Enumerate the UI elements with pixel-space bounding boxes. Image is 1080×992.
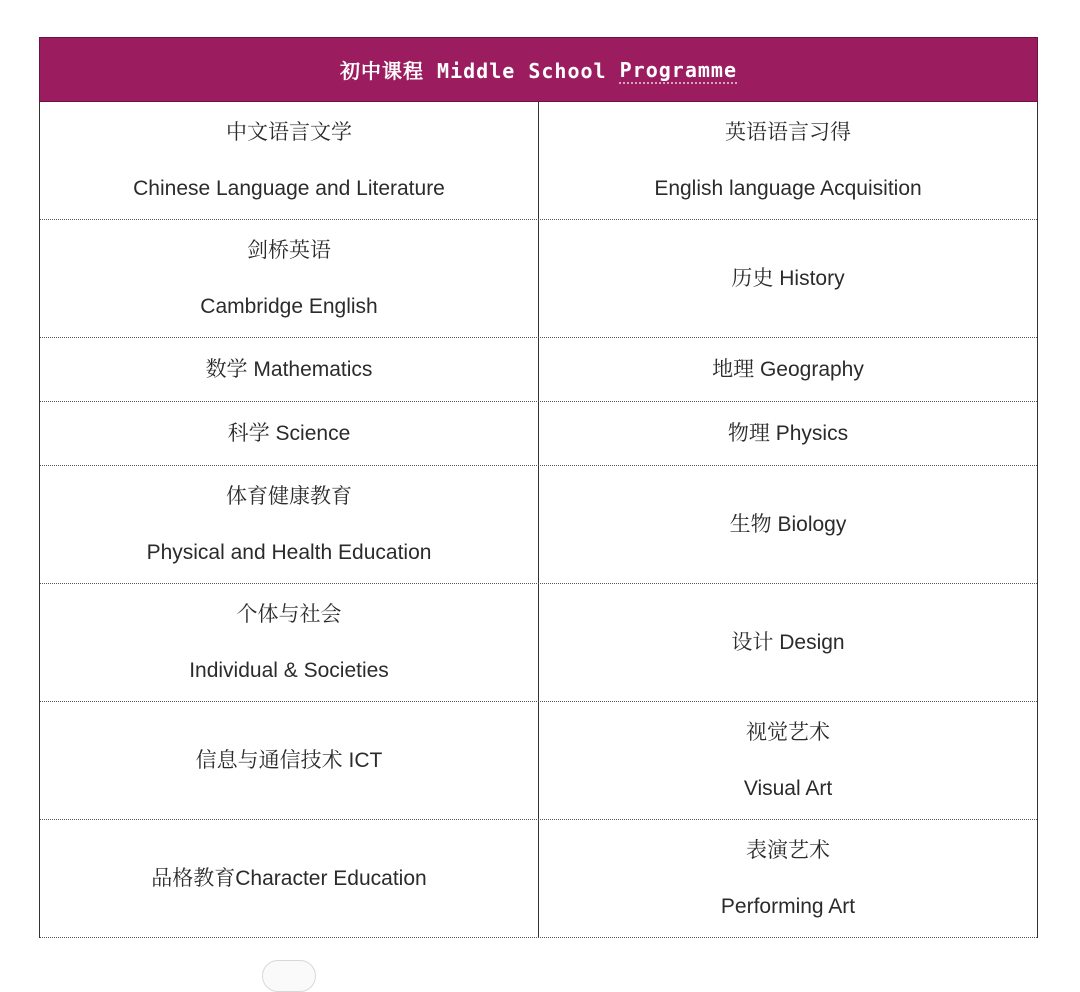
- table-row: [40, 820, 1037, 938]
- cell-history: [538, 220, 1037, 337]
- subject-label: 物理 Physics: [727, 421, 849, 445]
- table-title-prefix: 初中课程 Middle School: [340, 59, 620, 83]
- subject-en: Individual & Societies: [189, 658, 389, 682]
- subject-en: Cambridge English: [200, 294, 378, 318]
- table-row: [40, 402, 1037, 466]
- subject-label: 设计 Design: [731, 630, 845, 654]
- cell-mathematics: [40, 338, 538, 401]
- cell-performing-art: [538, 820, 1037, 937]
- table-row: [40, 584, 1037, 702]
- subject-label: 科学 Science: [227, 421, 351, 445]
- subject-label: 生物 Biology: [729, 512, 847, 536]
- cell-geography: [538, 338, 1037, 401]
- subject-label: 历史 History: [731, 266, 845, 290]
- subject-cn: 表演艺术: [746, 839, 830, 863]
- table-row: [40, 338, 1037, 402]
- cell-visual-art: [538, 702, 1037, 819]
- table-row: [40, 702, 1037, 820]
- table-title-programme: Programme: [619, 57, 737, 82]
- subject-cn: 视觉艺术: [746, 721, 830, 745]
- subject-label: 地理 Geography: [712, 357, 864, 381]
- cell-biology: [538, 466, 1037, 583]
- subject-label: 数学 Mathematics: [205, 357, 373, 381]
- subject-cn: 中文语言文学: [226, 121, 352, 145]
- table-header: [39, 37, 1038, 102]
- table-row: [40, 220, 1037, 338]
- subject-cn: 个体与社会: [236, 603, 342, 627]
- curriculum-table: [39, 37, 1038, 938]
- subject-cn: 体育健康教育: [226, 485, 352, 509]
- cell-physical-health: [40, 466, 538, 583]
- subject-label: 信息与通信技术 ICT: [195, 748, 383, 772]
- subject-en: Physical and Health Education: [146, 540, 432, 564]
- subject-en: English language Acquisition: [654, 176, 922, 200]
- cell-physics: [538, 402, 1037, 465]
- subject-label: 品格教育Character Education: [151, 866, 427, 890]
- table-body: [39, 102, 1038, 938]
- subject-en: Visual Art: [743, 776, 833, 800]
- subject-cn: 剑桥英语: [247, 239, 331, 263]
- subject-en: Chinese Language and Literature: [133, 176, 445, 200]
- cell-cambridge-english: [40, 220, 538, 337]
- cell-character-education: [40, 820, 538, 937]
- cell-science: [40, 402, 538, 465]
- subject-cn: 英语语言习得: [725, 121, 851, 145]
- cell-design: [538, 584, 1037, 701]
- cell-ict: [40, 702, 538, 819]
- scroll-indicator: [262, 960, 316, 992]
- cell-english-acquisition: [538, 102, 1037, 219]
- table-row: [40, 102, 1037, 220]
- subject-en: Performing Art: [720, 894, 856, 918]
- cell-individual-societies: [40, 584, 538, 701]
- table-row: [40, 466, 1037, 584]
- cell-chinese-language: [40, 102, 538, 219]
